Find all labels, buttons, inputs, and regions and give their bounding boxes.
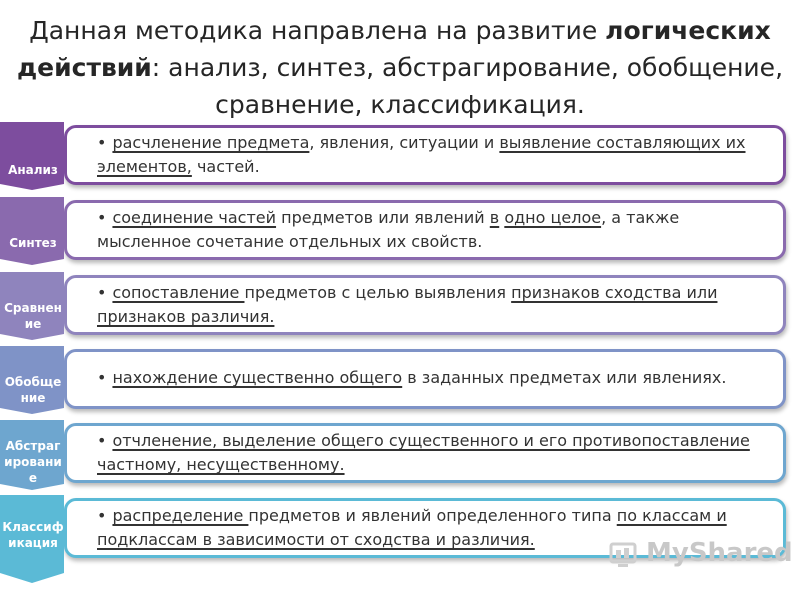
plain-text: в заданных предметах или явлениях. — [402, 368, 727, 387]
label-line: Абстраг — [5, 439, 61, 453]
chevron-label — [0, 420, 70, 488]
underlined-text: в — [489, 208, 500, 227]
underlined-text: по классам и подклассам в зависимости от сходства и различия. — [97, 506, 727, 549]
bullet: • — [97, 133, 107, 152]
underlined-text: сопоставление — [112, 283, 245, 302]
chevron-shape — [0, 122, 64, 190]
title-text: Данная методика направлена на развитие — [29, 16, 606, 45]
chevron-label — [0, 197, 70, 265]
label-line: ие — [24, 317, 42, 331]
plain-text: , явления, ситуации и — [309, 133, 500, 152]
underlined-text: расчленение предмета — [112, 133, 310, 152]
plain-text: предметов и явлений определенного типа — [248, 506, 617, 525]
title-bold-text: логических — [605, 16, 771, 45]
title-text: сравнение, классификация. — [215, 90, 585, 119]
row-label — [2, 438, 64, 486]
bullet: • — [97, 506, 107, 525]
plain-text: , а также мысленное сочетание отдельных их свойств. — [97, 208, 680, 251]
myshared-logo-icon — [608, 538, 642, 572]
label-line: е — [28, 471, 38, 485]
chevron-label — [0, 122, 70, 190]
definition-text — [97, 131, 773, 179]
definition-text — [97, 366, 773, 390]
definition-card — [64, 125, 786, 185]
definition-card — [64, 200, 786, 260]
title-line-1 — [10, 12, 790, 49]
title-line-3 — [10, 86, 790, 123]
row-label — [2, 300, 64, 332]
definition-text — [97, 206, 773, 254]
label-line: Синтез — [9, 236, 57, 250]
underlined-text: одно целое — [504, 208, 602, 227]
underlined-text: соединение частей — [112, 208, 277, 227]
plain-text: предметов или явлений — [276, 208, 490, 227]
slide-title — [10, 12, 790, 123]
chevron-label — [0, 495, 70, 563]
underlined-text: отчленение, выделение общего существенного и его противопоставление частному, несущественному. — [97, 431, 750, 474]
bullet: • — [97, 368, 107, 387]
bullet: • — [97, 283, 107, 302]
chevron-label — [0, 346, 70, 414]
definition-text — [97, 429, 773, 477]
watermark-text: MyShared — [646, 538, 793, 568]
underlined-text: признаков сходства или признаков различия. — [97, 283, 718, 326]
label-line: Обобще — [4, 375, 62, 389]
underlined-text: выявление составляющих их элементов, — [97, 133, 746, 176]
row-abstraction — [0, 420, 790, 488]
label-line: ние — [20, 391, 46, 405]
chevron-shape — [0, 197, 64, 265]
bullet: • — [97, 208, 107, 227]
label-line: Сравнен — [4, 301, 62, 315]
title-text: : анализ, синтез, абстрагирование, обобщение, — [151, 53, 784, 82]
definition-card — [64, 423, 786, 483]
plain-text: частей. — [191, 157, 260, 176]
row-synthesis — [0, 197, 790, 265]
row-label — [2, 235, 64, 251]
row-label — [2, 162, 64, 178]
label-line: Классиф — [2, 520, 64, 534]
row-generalization — [0, 346, 790, 414]
row-label — [2, 374, 64, 406]
bullet: • — [97, 431, 107, 450]
title-line-2 — [10, 49, 790, 86]
label-line: икация — [8, 536, 58, 550]
chevron-label — [0, 272, 70, 340]
label-line: Анализ — [8, 163, 58, 177]
plain-text: предметов с целью выявления — [244, 283, 512, 302]
row-label — [2, 519, 64, 551]
row-analysis — [0, 122, 790, 190]
underlined-text: распределение — [112, 506, 249, 525]
definition-card — [64, 275, 786, 335]
title-bold-text: действий — [16, 53, 152, 82]
underlined-text: нахождение существенно общего — [112, 368, 403, 387]
definition-text — [97, 281, 773, 329]
row-comparison — [0, 272, 790, 340]
label-line: ировани — [4, 455, 62, 469]
definition-card — [64, 349, 786, 409]
